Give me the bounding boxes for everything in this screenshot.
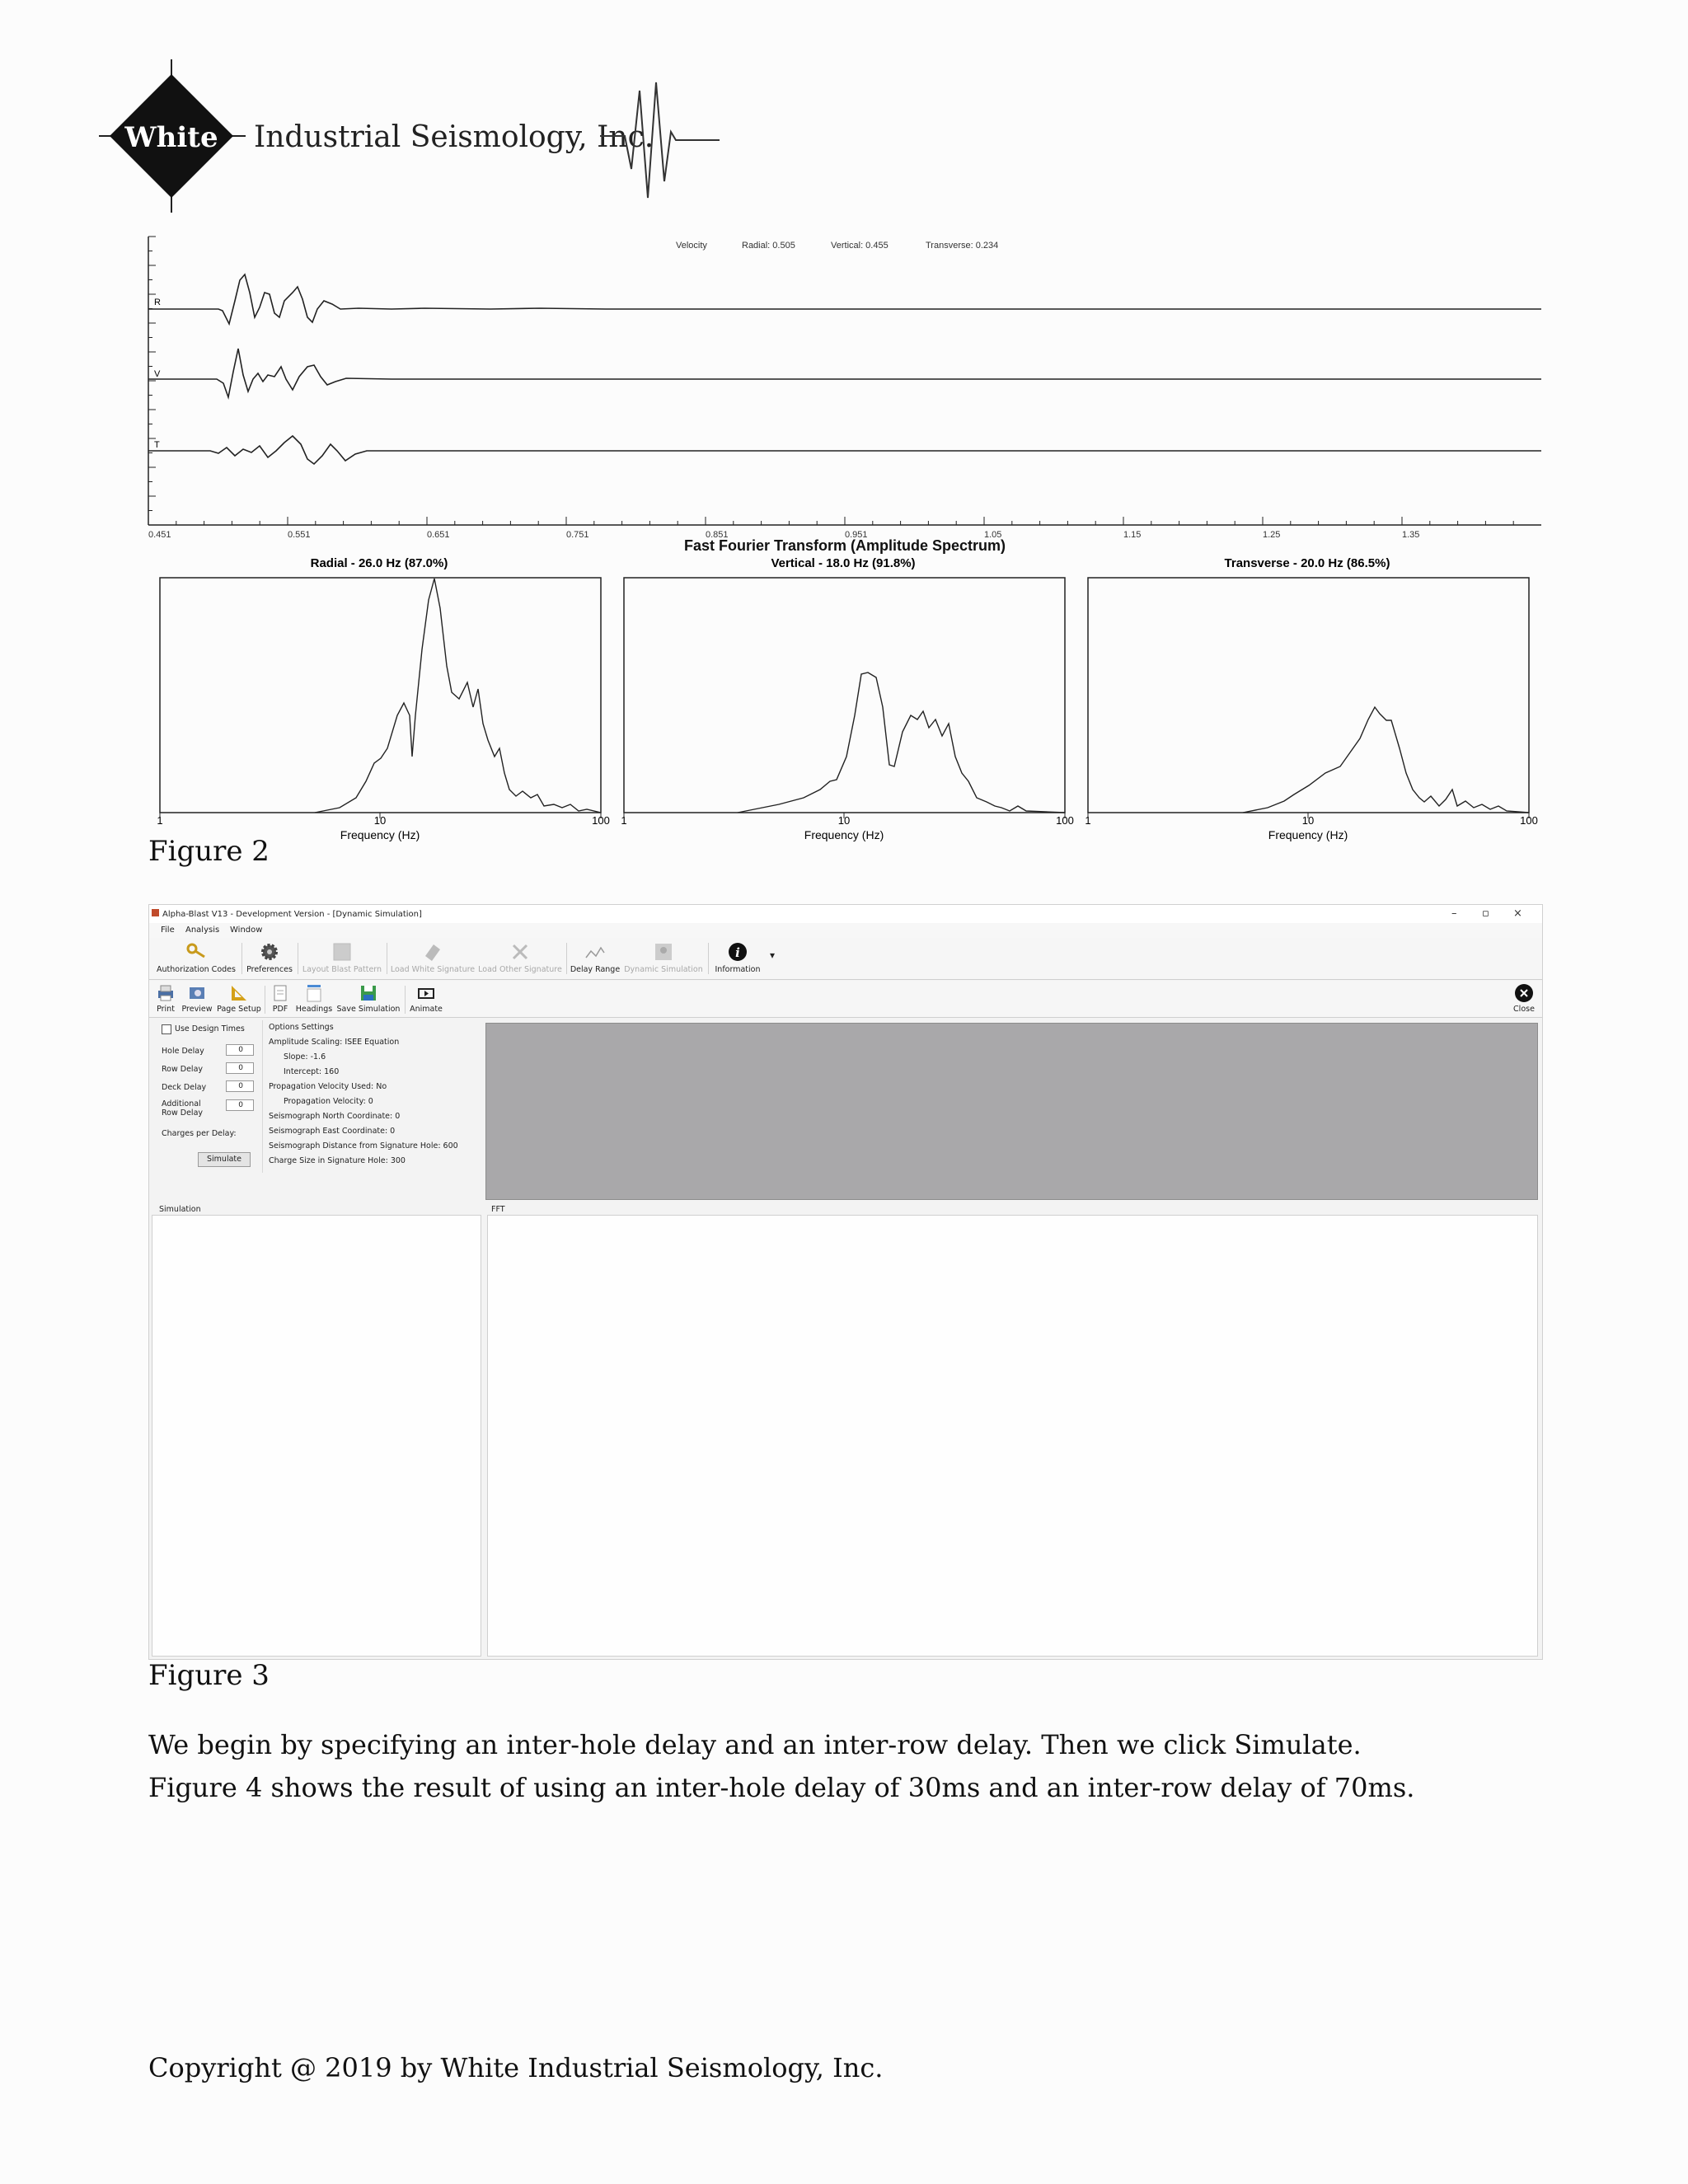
menu-bar (149, 923, 1542, 938)
save-simulation-button[interactable] (335, 983, 401, 1014)
body-paragraph-line-2: Figure 4 shows the result of using an inter-hole delay of 30ms and an inter-row delay of 70ms. (148, 1772, 1415, 1803)
fft-vertical-curve (738, 673, 1065, 813)
close-window-button[interactable]: × (1513, 907, 1522, 920)
menu-window[interactable]: Window (230, 926, 263, 935)
propagation-velocity-text: Propagation Velocity: 0 (284, 1097, 373, 1106)
authorization-codes-button[interactable] (156, 941, 237, 974)
wave-radial-peak: Radial: 0.505 (742, 241, 795, 251)
preview-button[interactable] (181, 983, 213, 1014)
headings-label: Headings (295, 1005, 333, 1014)
wave-x-tick-label: 0.951 (845, 530, 868, 540)
alpha-blast-window (148, 904, 1543, 1660)
intercept-text: Intercept: 160 (284, 1067, 340, 1076)
animate-button[interactable] (408, 983, 444, 1014)
ribbon-separator (566, 943, 567, 974)
load-white-signature-label: Load White Signature (390, 965, 476, 974)
fft-transverse-curve (1243, 707, 1529, 813)
wave-x-tick-label: 0.651 (427, 530, 450, 540)
film-icon (416, 983, 436, 1003)
use-design-times-checkbox[interactable] (162, 1024, 171, 1034)
headings-button[interactable] (294, 983, 334, 1014)
fft-radial-title: Radial - 26.0 Hz (87.0%) (310, 556, 448, 570)
close-simulation-button[interactable] (1509, 983, 1539, 1014)
close-label: Close (1513, 1005, 1535, 1014)
authorization-codes-label: Authorization Codes (157, 965, 236, 974)
hole-delay-label: Hole Delay (162, 1047, 204, 1056)
print-button[interactable] (154, 983, 177, 1014)
ribbon-separator (241, 943, 242, 974)
row-delay-label: Row Delay (162, 1065, 204, 1074)
fft-vertical-title: Vertical - 18.0 Hz (91.8%) (771, 556, 916, 570)
logo-company: Industrial Seismology, Inc. (254, 120, 654, 154)
pdf-icon (270, 983, 290, 1003)
fft-title: Fast Fourier Transform (Amplitude Spectrum) (683, 537, 1006, 554)
fft-radial-xlabel: Frequency (Hz) (340, 828, 420, 841)
pdf-label: PDF (272, 1005, 288, 1014)
restore-button[interactable]: ▫ (1482, 907, 1489, 920)
information-button[interactable] (711, 941, 764, 974)
simulation-canvas[interactable] (485, 1023, 1538, 1200)
fft-transverse-xlabel: Frequency (Hz) (1268, 828, 1348, 841)
charge-size-text: Charge Size in Signature Hole: 300 (269, 1156, 406, 1165)
save-simulation-label: Save Simulation (336, 1005, 401, 1014)
deck-delay-stepper[interactable]: 0 (226, 1080, 254, 1092)
fft-vertical-chart (614, 551, 1091, 843)
seismograph-north-text: Seismograph North Coordinate: 0 (269, 1112, 401, 1121)
figure-2-caption: Figure 2 (148, 835, 270, 868)
wave-transverse-peak: Transverse: 0.234 (926, 241, 999, 251)
save-icon (359, 983, 378, 1003)
app-icon (152, 909, 159, 916)
amplitude-scaling-text: Amplitude Scaling: ISEE Equation (269, 1038, 400, 1047)
gear-icon (259, 941, 280, 963)
row-delay-stepper[interactable]: 0 (226, 1062, 254, 1074)
delay-range-icon (584, 941, 606, 963)
main-ribbon (149, 938, 1542, 980)
simulate-button[interactable]: Simulate (198, 1152, 251, 1167)
wave-trace-transverse (148, 436, 1541, 464)
body-paragraph-line-1: We begin by specifying an inter-hole delay and an inter-row delay. Then we click Simulate. (148, 1729, 1362, 1760)
ribbon-separator (708, 943, 709, 974)
signature-icon (422, 941, 443, 963)
channel-label-v: V (154, 369, 161, 379)
seismograph-distance-text: Seismograph Distance from Signature Hole: 600 (269, 1141, 458, 1151)
fft-vertical-xlabel: Frequency (Hz) (804, 828, 884, 841)
copyright-footer: Copyright @ 2019 by White Industrial Seismology, Inc. (148, 2052, 884, 2083)
fft-radial-tick-1: 1 (157, 814, 163, 827)
headings-icon (304, 983, 324, 1003)
preferences-button[interactable] (245, 941, 294, 974)
load-other-signature-label: Load Other Signature (478, 965, 562, 974)
menu-file[interactable]: File (161, 926, 175, 935)
window-title: Alpha-Blast V13 - Development Version - [Dynamic Simulation] (162, 910, 422, 919)
wave-x-tick-label: 0.451 (148, 530, 171, 540)
slope-text: Slope: -1.6 (284, 1052, 326, 1062)
seismograph-east-text: Seismograph East Coordinate: 0 (269, 1127, 396, 1136)
delay-range-button[interactable] (570, 941, 621, 974)
preview-label: Preview (181, 1005, 213, 1014)
fft-radial-chart (150, 551, 627, 843)
dynamic-simulation-label: Dynamic Simulation (624, 965, 703, 974)
waveform-chart (144, 235, 1545, 544)
preview-icon (187, 983, 207, 1003)
svg-text:i: i (735, 945, 740, 960)
printer-icon (156, 983, 176, 1003)
dynamic-simulation-button[interactable] (622, 941, 705, 974)
title-bar (149, 905, 1542, 923)
company-logo (97, 58, 724, 214)
info-icon (727, 941, 748, 963)
fft-transverse-tick-10: 10 (1301, 814, 1315, 827)
key-icon (185, 941, 207, 963)
layout-blast-pattern-button[interactable] (301, 941, 383, 974)
fft-vertical-tick-10: 10 (837, 814, 851, 827)
fft-pane-label: FFT (491, 1205, 505, 1214)
delay-range-label: Delay Range (570, 965, 621, 974)
wave-x-tick-label: 1.15 (1123, 530, 1142, 540)
logo-word: White (124, 121, 218, 154)
wave-x-tick-label: 1.05 (984, 530, 1002, 540)
delay-settings-pane (153, 1020, 483, 1193)
map-pin-icon (653, 941, 674, 963)
ribbon-separator (405, 986, 406, 1014)
layout-blast-pattern-label: Layout Blast Pattern (302, 965, 382, 974)
additional-row-delay-label: Additional Row Delay (162, 1099, 204, 1118)
wave-x-tick-label: 1.25 (1263, 530, 1281, 540)
fft-transverse-tick-100: 100 (1520, 814, 1538, 827)
wave-x-tick-label: 0.751 (566, 530, 589, 540)
simulation-pane-label: Simulation (159, 1205, 201, 1214)
figure-3-caption: Figure 3 (148, 1659, 270, 1692)
options-settings-heading: Options Settings (269, 1023, 334, 1032)
print-label: Print (157, 1005, 175, 1014)
wave-vertical-peak: Vertical: 0.455 (831, 241, 889, 251)
fft-radial-tick-100: 100 (592, 814, 610, 827)
channel-label-t: T (154, 440, 160, 450)
page-setup-label: Page Setup (217, 1005, 261, 1014)
wave-x-tick-label: 0.551 (288, 530, 311, 540)
minimize-button[interactable]: – (1451, 907, 1457, 920)
wave-trace-vertical (148, 349, 1541, 397)
simulation-panel[interactable] (152, 1215, 481, 1657)
propagation-velocity-used-text: Propagation Velocity Used: No (269, 1082, 387, 1091)
channel-label-r: R (154, 298, 161, 307)
pane-divider (262, 1020, 263, 1173)
additional-row-delay-stepper[interactable]: 0 (226, 1099, 254, 1111)
ribbon-dropdown-icon[interactable]: ▾ (770, 949, 776, 961)
menu-analysis[interactable]: Analysis (185, 926, 220, 935)
information-label: Information (715, 965, 761, 974)
wave-velocity-label: Velocity (676, 241, 707, 251)
secondary-ribbon (149, 981, 1542, 1018)
use-design-times-label: Use Design Times (175, 1024, 245, 1033)
blast-pattern-icon (331, 941, 353, 963)
load-white-signature-button[interactable] (390, 941, 476, 974)
wave-x-tick-label: 0.851 (706, 530, 729, 540)
wave-x-tick-label: 1.35 (1402, 530, 1420, 540)
page-setup-icon (229, 983, 249, 1003)
fft-transverse-title: Transverse - 20.0 Hz (86.5%) (1224, 556, 1390, 570)
fft-radial-tick-10: 10 (373, 814, 387, 827)
charges-per-delay-label: Charges per Delay: (162, 1129, 237, 1138)
fft-vertical-tick-100: 100 (1056, 814, 1074, 827)
close-circle-icon (1514, 983, 1534, 1003)
cross-icon (509, 941, 531, 963)
deck-delay-label: Deck Delay (162, 1083, 207, 1092)
hole-delay-stepper[interactable]: 0 (226, 1044, 254, 1056)
fft-panel[interactable] (487, 1215, 1538, 1657)
page-setup-button[interactable] (217, 983, 261, 1014)
animate-label: Animate (410, 1005, 443, 1014)
fft-transverse-chart (1078, 551, 1552, 843)
pdf-button[interactable] (268, 983, 293, 1014)
preferences-label: Preferences (246, 965, 293, 974)
load-other-signature-button[interactable] (477, 941, 563, 974)
fft-vertical-tick-1: 1 (621, 814, 627, 827)
fft-transverse-tick-1: 1 (1085, 814, 1091, 827)
fft-radial-curve (315, 579, 601, 813)
wave-trace-radial (148, 274, 1541, 324)
